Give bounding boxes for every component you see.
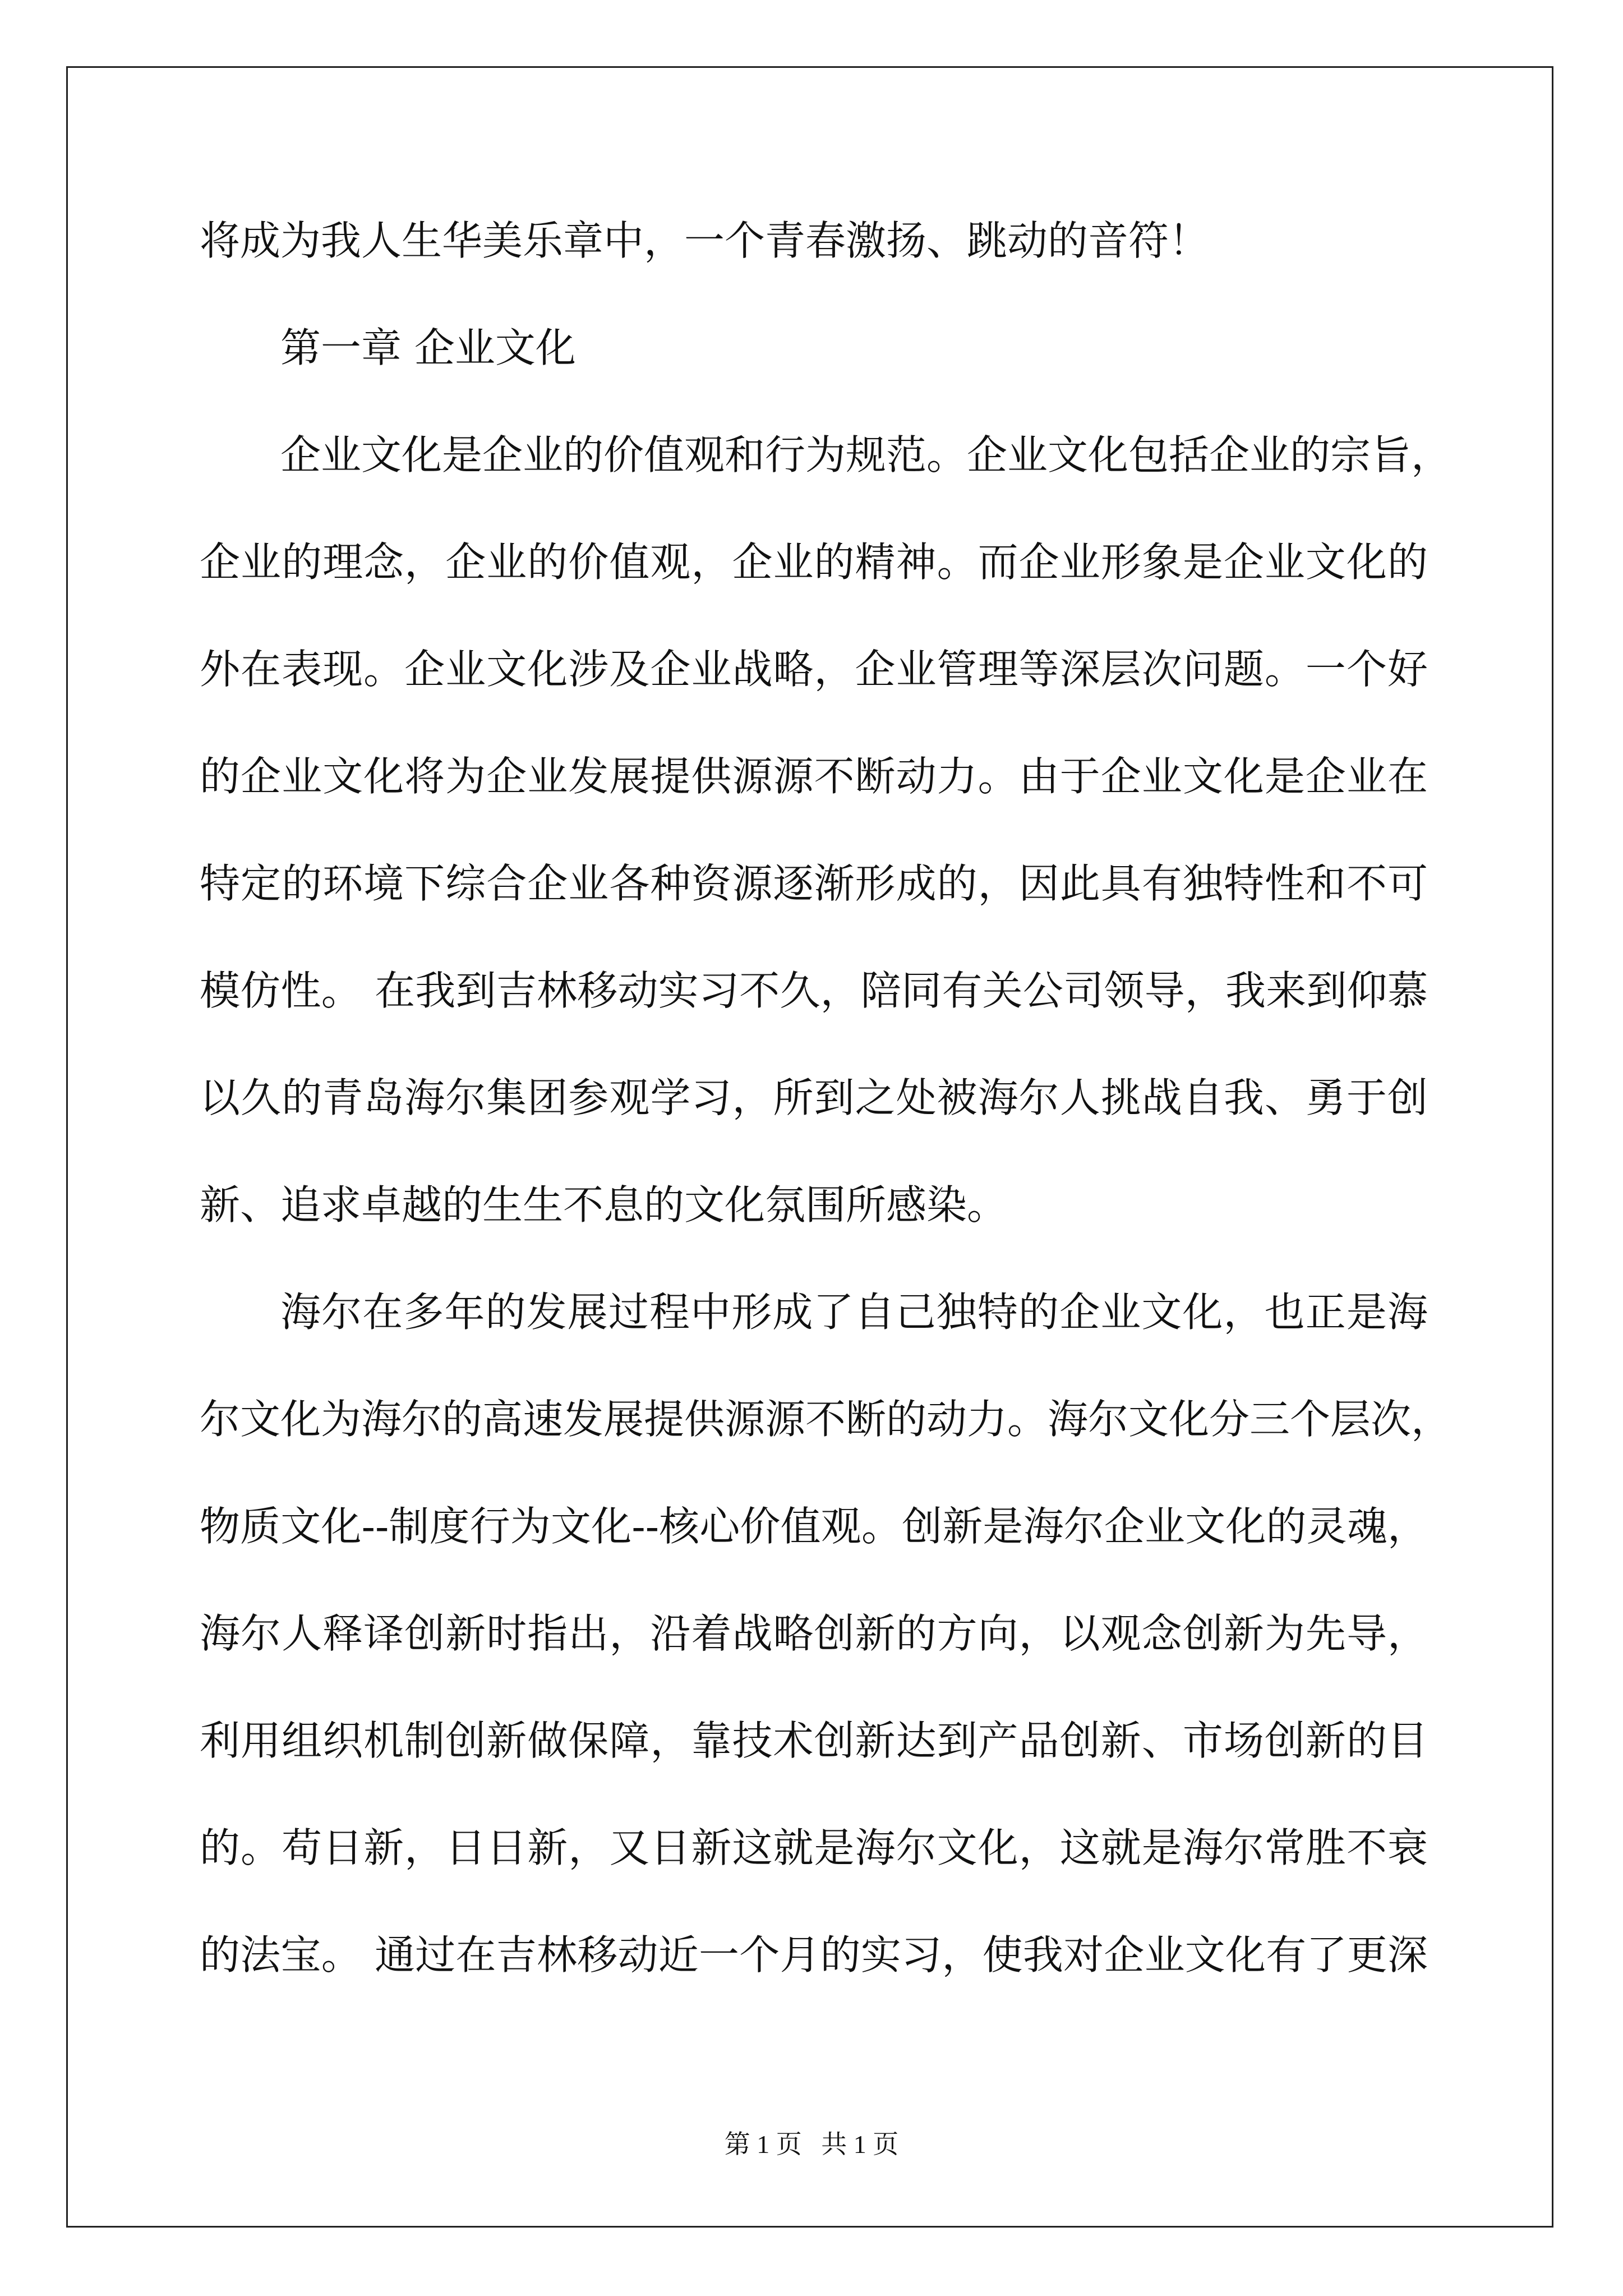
paragraph-line: 的企业文化将为企业发展提供源源不断动力。由于企业文化是企业在 — [200, 753, 1428, 800]
paragraph-line: 的法宝。 通过在吉林移动近一个月的实习，使我对企业文化有了更深 — [200, 1931, 1428, 1978]
paragraph-line: 物质文化--制度行为文化--核心价值观。创新是海尔企业文化的灵魂， — [200, 1503, 1428, 1550]
paragraph-line: 企业文化是企业的价值观和行为规范。企业文化包括企业的宗旨， — [280, 431, 1452, 478]
paragraph-line: 以久的青岛海尔集团参观学习，所到之处被海尔人挑战自我、勇于创 — [200, 1074, 1428, 1121]
chapter-heading: 第一章 企业文化 — [280, 324, 576, 371]
paragraph-line: 外在表现。企业文化涉及企业战略，企业管理等深层次问题。一个好 — [200, 646, 1428, 693]
page-number-footer: 第 1 页 共 1 页 — [724, 2130, 899, 2159]
document-body — [200, 217, 1452, 2041]
paragraph-line: 海尔在多年的发展过程中形成了自己独特的企业文化，也正是海 — [280, 1289, 1428, 1336]
paragraph-line: 的。苟日新，日日新，又日新这就是海尔文化，这就是海尔常胜不衰 — [200, 1824, 1428, 1871]
paragraph-line: 将成为我人生华美乐章中，一个青春激扬、跳动的音符！ — [200, 217, 1210, 264]
paragraph-line: 特定的环境下综合企业各种资源逐渐形成的，因此具有独特性和不可 — [200, 860, 1428, 907]
paragraph-line: 利用组织机制创新做保障，靠技术创新达到产品创新、市场创新的目 — [200, 1717, 1428, 1764]
paragraph-line: 模仿性。 在我到吉林移动实习不久，陪同有关公司领导，我来到仰慕 — [200, 967, 1428, 1014]
paragraph-line: 企业的理念，企业的价值观，企业的精神。而企业形象是企业文化的 — [200, 539, 1428, 586]
paragraph-line: 新、追求卓越的生生不息的文化氛围所感染。 — [200, 1181, 1008, 1228]
paragraph-line: 海尔人释译创新时指出，沿着战略创新的方向，以观念创新为先导， — [200, 1610, 1428, 1657]
paragraph-line: 尔文化为海尔的高速发展提供源源不断的动力。海尔文化分三个层次， — [200, 1396, 1452, 1443]
